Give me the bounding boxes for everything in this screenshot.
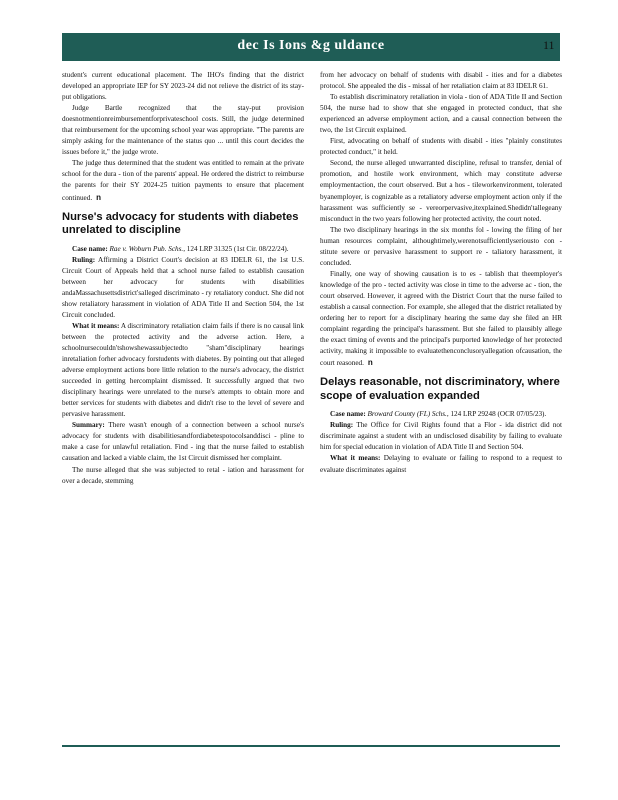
what-it-means-label: What it means: <box>72 321 120 330</box>
case-name-line <box>320 409 562 420</box>
what-it-means-paragraph <box>62 321 304 420</box>
section-title: dec Is Ions &g uldance <box>237 38 385 53</box>
paragraph: The two disciplinary hearings in the six months fol - lowing the filing of her human resources complaint, althoughtimely,werenotsufficientlyseriousto con - stitute severe or pervasive harassment to support re - taliatory harassment, it concluded. <box>320 225 562 267</box>
section-header-bar <box>62 33 560 61</box>
page-number: 11 <box>543 38 555 52</box>
right-column <box>320 70 562 476</box>
case-citation: , 124 LRP 29248 (OCR 07/05/23). <box>446 410 547 419</box>
ruling-text: The Office for Civil Rights found that a Flor - ida district did not discriminate against a student with an undisclosed disability by failing to evaluate him for special education in violation of ADA Title II and Section 504. <box>320 421 563 452</box>
article-headline: Nurse's advocacy for students with diabetes unrelated to discipline <box>62 210 299 237</box>
ruling-text: Affirming a District Court's decision at 83 IDELR 61, the 1st U.S. Circuit Court of Appeals held that a school nurse failed to establish causation between her advocacy for students with disabilities andaMassachusettsdistrict'salleged discriminato - ry retaliatory conduct. She did not show retaliatory harassment in violation of ADA Title II and Section 504, the 1st Circuit concluded. <box>62 255 304 319</box>
paragraph: Second, the nurse alleged unwarranted discipline, refusal to transfer, denial of promotion, and hostile work environment, which may constitute adverse employmentaction, the court observed. But a hos - tileworkenvironment, tolerated byanemployer, is cognizable as a retaliatory adverse employment action only if the harassment was sufficiently se - vereorpervasive,itexplained.Shedidn'tallegeany misconduct in the two years following her protected activity, the court noted. <box>320 159 562 223</box>
case-name: Rae v. Woburn Pub. Schs. <box>109 244 184 253</box>
what-it-means-text: Delaying to evaluate or failing to respond to a request to evaluate discriminates against <box>320 454 563 474</box>
paragraph: Judge Bartle recognized that the stay-put provision doesnotmentionreimbursementforprivateschool costs. Still, the judge determined that reimbursement for the upcoming school year was appropriate. "The parents are simply asking for the maintenance of the status quo ... until this court decides the issues before it," the judge wrote. <box>62 104 304 157</box>
summary-text: There wasn't enough of a connection between a school nurse's advocacy for students with disabilitiesandfordiabetespotocolsanddisci - pline to make a case for unlawful retaliation. Find - ing that the nurse failed to establish causation and lacked a viable claim, the 1st Circuit dismissed her complaint. <box>62 421 304 463</box>
what-it-means-label: What it means: <box>330 454 381 463</box>
paragraph: First, advocating on behalf of students with disabil - ities "plainly constitutes protected conduct," it held. <box>320 137 562 157</box>
case-name-line <box>62 244 304 255</box>
what-it-means-paragraph <box>320 453 562 475</box>
what-it-means-text: A discriminatory retaliation claim fails if there is no causal link between the protected activity and the adverse action. Here, a schoolnursecouldn'tshowshewassubjectedto "sham"disciplinary hearings inretaliation forher advocacy forstudents with diabetes. By pointing out that alleged adverse employment actions bore little relation to the nurse's advocacy, the district succeeded in getting hercomplaint dismissed. It successfully argued that two disciplinary hearings were unrelated to the nurse's attempts to obtain more and better services for students with diabetes and didn't rise to the level of severe and pervasive harassment. <box>62 321 304 419</box>
article-headline: Delays reasonable, not discriminatory, where scope of evaluation expanded <box>320 376 560 402</box>
paragraph <box>320 269 562 369</box>
paragraph: The nurse alleged that she was subjected to retal - iation and harassment for over a decade, stemming <box>62 465 304 485</box>
paragraph-text: The judge thus determined that the student was entitled to remain at the private school for the dura - tion of the parents' appeal. He ordered the district to reimburse the parents for their SY 2024-25 tuition payments to ensure that placement continued. <box>62 159 304 202</box>
end-of-article-mark: n <box>367 358 373 368</box>
ruling-paragraph <box>62 255 304 321</box>
ruling-label: Ruling: <box>330 421 354 430</box>
case-name-label: Case name: <box>72 244 108 253</box>
case-name: Broward County (FL) Schs. <box>367 410 447 419</box>
end-of-article-mark: n <box>96 192 102 202</box>
case-name-label: Case name: <box>330 410 366 419</box>
paragraph: student's current educational placement. The IHO's finding that the district developed an appropriate IEP for SY 2023-24 did not relieve the district of its stay-put obligations. <box>62 71 304 102</box>
summary-label: Summary: <box>72 421 105 430</box>
ruling-paragraph <box>320 420 562 453</box>
summary-paragraph <box>62 420 304 464</box>
footer-divider <box>62 745 560 747</box>
paragraph-text: Finally, one way of showing causation is to es - tablish that theemployer's knowledge of the pro - tected activity was close in time to the adverse ac - tion, the court observed. However, it agreed with the District Court that the nurse failed to establish a causal connection. For example, she alleged that the district retaliated by ordering her to report for a disciplinary hearing the same day she filed an HR complaint regarding the principal's harassment. But she failed to plausibly allege the exact timing of events and the principal's purported knowledge of her protected activity, making it impossible to evaluatethenconclusoryallegation ofcausation, the court reasoned. <box>320 269 562 368</box>
left-column <box>62 70 304 487</box>
case-citation: , 124 LRP 31325 (1st Cir. 08/22/24). <box>183 244 289 253</box>
paragraph: from her advocacy on behalf of students with disabil - ities and for a diabetes protocol. She appealed the dis - missal of her retaliation claim at 83 IDELR 61. <box>320 71 562 91</box>
paragraph <box>62 158 304 203</box>
ruling-label: Ruling: <box>72 255 96 264</box>
paragraph: To establish discriminatory retaliation in viola - tion of ADA Title II and Section 504, the nurse had to show that she engaged in protected conduct, that she experienced an adverse employment action, and a causal connection between the two, the 1st Circuit explained. <box>320 93 562 135</box>
